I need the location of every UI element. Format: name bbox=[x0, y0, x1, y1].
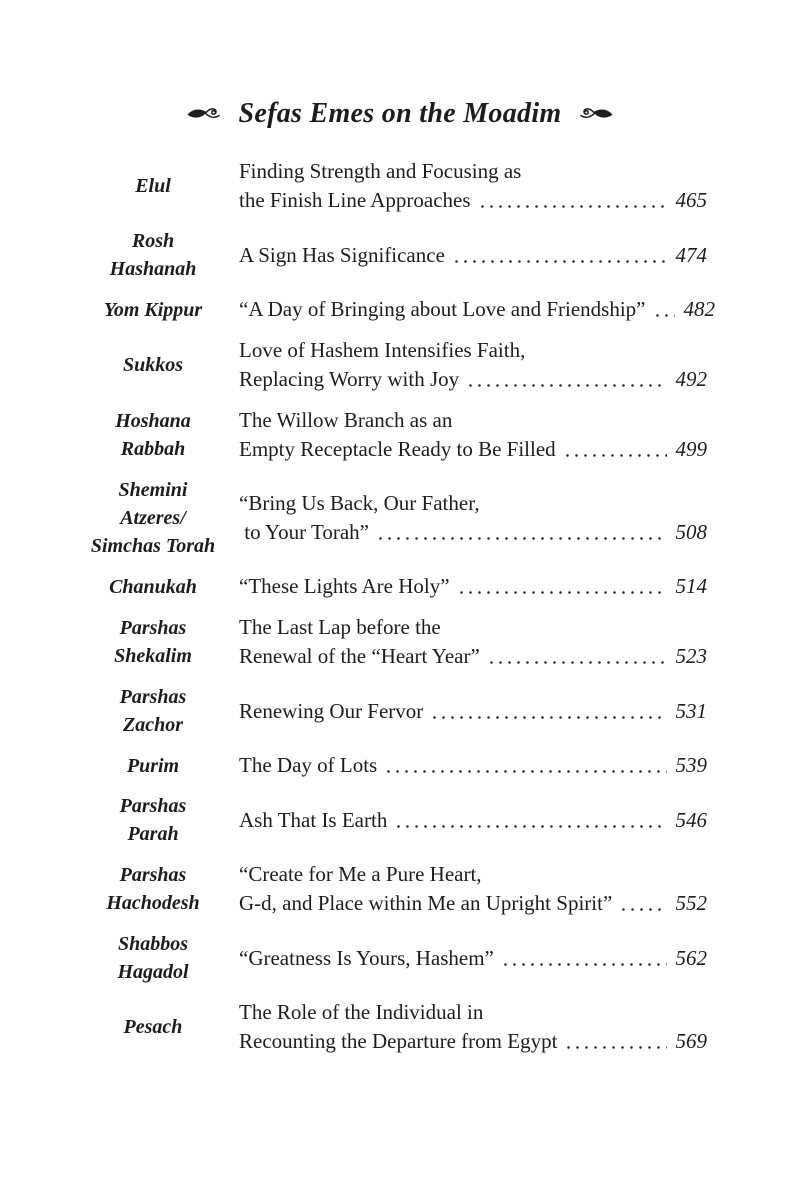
toc-entry-label-line: Hachodesh bbox=[106, 892, 200, 915]
dot-leader bbox=[430, 716, 666, 719]
toc-entry-label-line: Shemini bbox=[118, 479, 188, 502]
dot-leader bbox=[478, 205, 667, 208]
toc-entry-label-line: Hagadol bbox=[117, 961, 189, 984]
toc-entry-title-line bbox=[239, 889, 707, 918]
toc-entry-page-number: 474 bbox=[675, 242, 707, 267]
toc-entry-label bbox=[78, 861, 228, 917]
toc-entry-page-number: 539 bbox=[675, 753, 707, 778]
toc-entry-title-line bbox=[239, 860, 707, 889]
toc-entry-page-number: 492 bbox=[675, 367, 707, 392]
toc-entry-titles bbox=[239, 806, 707, 835]
toc-entry-label-line: Rosh bbox=[131, 230, 175, 253]
toc-entry-titles bbox=[239, 860, 707, 918]
toc-entry-titles bbox=[239, 944, 707, 973]
dot-leader bbox=[501, 963, 667, 966]
toc-entry-title-line bbox=[239, 406, 707, 435]
toc-entry-title-line bbox=[239, 295, 716, 324]
toc-entry-titles bbox=[239, 241, 707, 270]
toc-entry-title-line bbox=[239, 489, 707, 518]
toc-entry bbox=[0, 157, 800, 215]
toc-entry-label-line: Sukkos bbox=[122, 354, 184, 377]
toc-entry-page-number: 465 bbox=[675, 188, 707, 213]
toc-entry bbox=[0, 998, 800, 1056]
toc-entry-title-text: Ash That Is Earth bbox=[239, 807, 388, 832]
toc-entry bbox=[0, 930, 800, 986]
dot-leader bbox=[487, 661, 667, 664]
toc-entry-title-text: A Sign Has Significance bbox=[239, 242, 445, 267]
toc-entry-title-line bbox=[239, 697, 707, 726]
toc-entry-page-number: 531 bbox=[675, 698, 707, 723]
toc-entry-page-number: 508 bbox=[675, 520, 707, 545]
toc-entry-label-line: Shabbos bbox=[117, 933, 189, 956]
toc-entry bbox=[0, 572, 800, 601]
toc-entry-label-line: Rabbah bbox=[120, 438, 186, 461]
toc-entry-title-text: Empty Receptacle Ready to Be Filled bbox=[239, 437, 556, 462]
toc-entry-titles bbox=[239, 406, 707, 464]
toc-entry-label-line: Parshas bbox=[119, 617, 187, 640]
toc-entry-title-line bbox=[239, 1027, 707, 1056]
toc-entry-label-line: Zachor bbox=[123, 714, 183, 737]
toc-entry bbox=[0, 613, 800, 671]
toc-entry-title-text: “Bring Us Back, Our Father, bbox=[239, 491, 480, 516]
toc-entry-title-line bbox=[239, 435, 707, 464]
fleuron-right-icon bbox=[578, 104, 614, 124]
toc-entry-titles bbox=[239, 697, 707, 726]
toc-entry-title-line bbox=[239, 944, 707, 973]
toc-entry-label-line: Hashanah bbox=[109, 258, 197, 281]
toc-entry-title-line bbox=[239, 518, 707, 547]
toc-entry-label-line: Parshas bbox=[119, 686, 187, 709]
toc-entry-label-line: Parshas bbox=[119, 864, 187, 887]
toc-entry bbox=[0, 751, 800, 780]
dot-leader bbox=[394, 825, 666, 828]
toc-entry-title-text: The Willow Branch as an bbox=[239, 408, 453, 433]
dot-leader bbox=[619, 908, 666, 911]
toc-entry-title-text: Renewal of the “Heart Year” bbox=[239, 644, 480, 669]
toc-entry-label-line: Shekalim bbox=[114, 645, 192, 668]
toc-entry-label bbox=[78, 476, 228, 560]
toc-entry-titles bbox=[239, 336, 707, 394]
dot-leader bbox=[466, 384, 666, 387]
toc-entry bbox=[0, 227, 800, 283]
toc-entry bbox=[0, 860, 800, 918]
toc-entry-label-line: Parah bbox=[127, 823, 179, 846]
toc-entry-title-line bbox=[239, 806, 707, 835]
toc-entry-titles bbox=[239, 613, 707, 671]
toc-entry-label-line: Chanukah bbox=[109, 575, 197, 598]
toc-entry-page-number: 562 bbox=[675, 945, 707, 970]
toc-entry-title-line bbox=[239, 365, 707, 394]
toc-entry-label bbox=[78, 296, 228, 324]
toc-entry-label-line: Parshas bbox=[119, 795, 187, 818]
toc-entry-label-line: Yom Kippur bbox=[103, 298, 203, 321]
toc-entry-title-line bbox=[239, 157, 707, 186]
toc-entry-title-text: to Your Torah” bbox=[239, 520, 369, 545]
toc-entry-title-text: G-d, and Place within Me an Upright Spirit” bbox=[239, 891, 613, 916]
toc-entry-title-text: Finding Strength and Focusing as bbox=[239, 159, 522, 184]
toc-entry-label-line: Elul bbox=[135, 175, 171, 198]
toc-entry-title-text: Recounting the Departure from Egypt bbox=[239, 1029, 558, 1054]
dot-leader bbox=[457, 591, 667, 594]
toc-entry-page-number: 569 bbox=[675, 1029, 707, 1054]
toc-entry bbox=[0, 406, 800, 464]
toc-entry-label-line: Pesach bbox=[123, 1016, 183, 1039]
toc-entry-title-text: Renewing Our Fervor bbox=[239, 698, 424, 723]
toc-entry-titles bbox=[239, 751, 707, 780]
dot-leader bbox=[384, 770, 666, 773]
toc-entry-titles bbox=[239, 489, 707, 547]
dot-leader bbox=[452, 260, 667, 263]
toc-entry-label bbox=[78, 407, 228, 463]
toc-entry bbox=[0, 295, 800, 324]
toc-entry-titles bbox=[239, 998, 707, 1056]
toc-entry bbox=[0, 792, 800, 848]
toc-entry-label bbox=[78, 1013, 228, 1041]
toc-entry-page-number: 552 bbox=[675, 891, 707, 916]
toc-entry-titles bbox=[239, 295, 716, 324]
toc-entry-page-number: 482 bbox=[683, 297, 716, 322]
toc-entry-label bbox=[78, 172, 228, 200]
page-title: Sefas Emes on the Moadim bbox=[238, 98, 562, 129]
toc-entry-label bbox=[78, 792, 228, 848]
toc-entry-title-line bbox=[239, 336, 707, 365]
toc-entry-title-line bbox=[239, 751, 707, 780]
toc-entry-title-text: “A Day of Bringing about Love and Friendship” bbox=[239, 297, 646, 322]
toc-entry-title-text: The Last Lap before the bbox=[239, 615, 441, 640]
toc-entry bbox=[0, 336, 800, 394]
toc-entry-title-text: “These Lights Are Holy” bbox=[239, 574, 450, 599]
toc-entry-title-line bbox=[239, 572, 707, 601]
dot-leader bbox=[563, 454, 667, 457]
toc-entry-title-text: The Day of Lots bbox=[239, 753, 378, 778]
toc-entry-label-line: Atzeres/ bbox=[120, 507, 186, 530]
dot-leader bbox=[564, 1046, 666, 1049]
toc-entry bbox=[0, 476, 800, 560]
toc-entry-page-number: 546 bbox=[675, 807, 707, 832]
toc-entry-label bbox=[78, 614, 228, 670]
toc-entry-label bbox=[78, 683, 228, 739]
toc-entry-title-line bbox=[239, 613, 707, 642]
toc-entry-title-line bbox=[239, 186, 707, 215]
toc-entry-page-number: 499 bbox=[675, 437, 707, 462]
toc-entry-title-text: Replacing Worry with Joy bbox=[239, 367, 460, 392]
toc-entry-label bbox=[78, 351, 228, 379]
dot-leader bbox=[653, 314, 675, 317]
toc-entry-title-text: “Create for Me a Pure Heart, bbox=[239, 862, 482, 887]
dot-leader bbox=[376, 537, 667, 540]
toc-entry-title-text: Love of Hashem Intensifies Faith, bbox=[239, 338, 526, 363]
toc-entry-page-number: 523 bbox=[675, 644, 707, 669]
toc-entry-title-text: The Role of the Individual in bbox=[239, 1000, 484, 1025]
toc-entry-titles bbox=[239, 572, 707, 601]
toc-entry-page-number: 514 bbox=[675, 574, 707, 599]
toc-entry-title-line bbox=[239, 642, 707, 671]
toc-entry-label-line: Purim bbox=[126, 754, 180, 777]
toc-entry-title-text: “Greatness Is Yours, Hashem” bbox=[239, 945, 494, 970]
toc-entry-label bbox=[78, 227, 228, 283]
fleuron-left-icon bbox=[186, 104, 222, 124]
toc-entry-label bbox=[78, 573, 228, 601]
toc-entry-title-line bbox=[239, 241, 707, 270]
page-header bbox=[0, 0, 800, 130]
toc-entry-titles bbox=[239, 157, 707, 215]
toc-entry bbox=[0, 683, 800, 739]
toc-entry-label-line: Simchas Torah bbox=[90, 535, 216, 558]
table-of-contents bbox=[0, 157, 800, 1056]
toc-entry-label-line: Hoshana bbox=[115, 410, 191, 433]
toc-entry-title-line bbox=[239, 998, 707, 1027]
toc-entry-label bbox=[78, 752, 228, 780]
toc-entry-title-text: the Finish Line Approaches bbox=[239, 188, 471, 213]
toc-entry-label bbox=[78, 930, 228, 986]
